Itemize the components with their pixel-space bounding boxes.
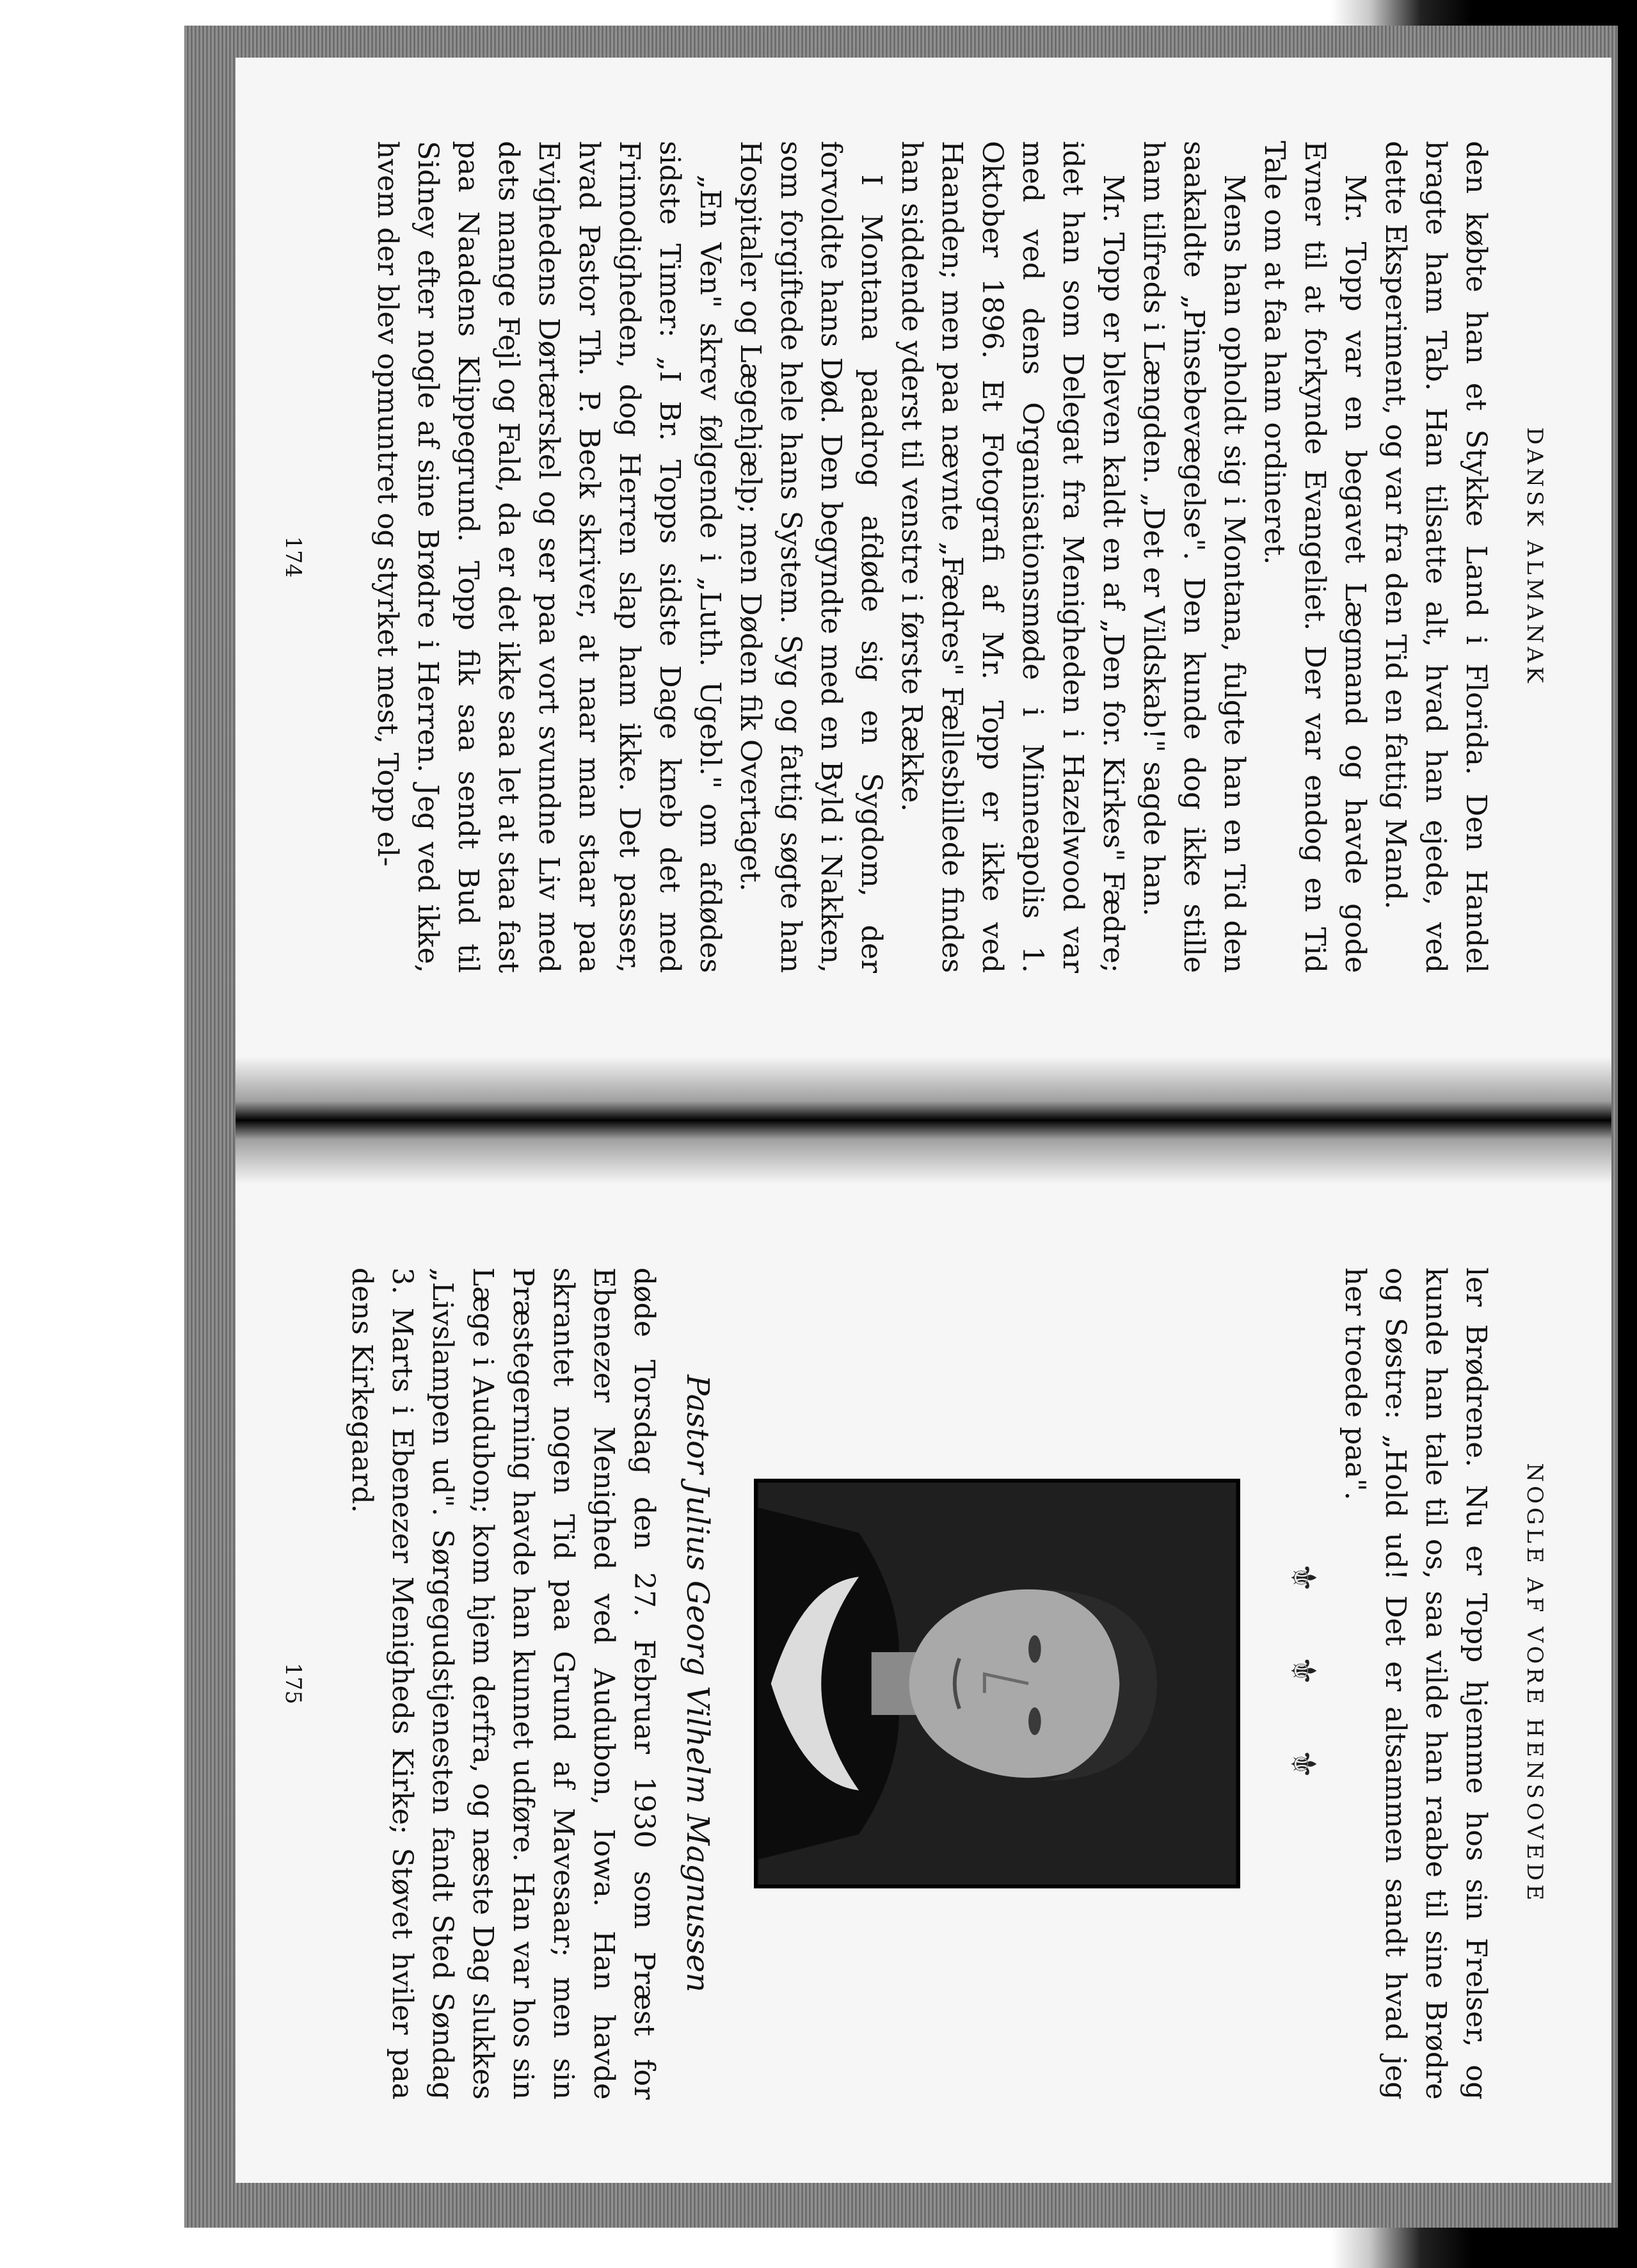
portrait-photo-icon: [754, 1479, 1240, 1888]
left-page-number: 174: [280, 536, 306, 578]
paragraph: I Montana paadrog afdøde sig en Sygdom, der forvoldte hans Død. Den begyndte med en Byld i Nakken, som forgiftede hele hans System. Syg og fattig søgte han Hospitaler og Lægehjælp; men Døden fik Overtaget.: [734, 141, 888, 973]
paragraph: Mr. Topp er bleven kaldt en af „Den for. Kirkes" Fædre; idet han som Delegat fra Menigheden i Hazelwood var med ved dens Organisationsmøde i Minneapolis 1. Oktober 1896. Et Fotografi af Mr. Topp er ikke ved Haanden; men paa nævnte „Fædres" Fællesbillede findes han siddende yderst til venstre i første Række.: [895, 141, 1130, 973]
left-page: [236, 58, 1611, 1056]
paragraph: den købte han et Stykke Land i Florida. Den Handel bragte ham Tab. Han tilsatte alt, hvad han ejede, ved dette Eksperiment, og var fra den Tid en fattig Mand.: [1379, 141, 1492, 973]
right-page: [236, 1184, 1611, 2183]
right-page-number: 175: [280, 1662, 306, 1705]
portrait-caption: Pastor Julius Georg Vilhelm Magnussen: [680, 1374, 715, 1993]
paragraph: Mr. Topp var en begavet Lægmand og havde gode Evner til at forkynde Evangeliet. Der var endog en Tid Tale om at faa ham ordineret.: [1258, 141, 1371, 973]
obituary-text: [342, 1267, 664, 2100]
right-page-header: NOGLE AF VORE HENSOVEDE: [1522, 1463, 1547, 1904]
paragraph: ler Brødrene. Nu er Topp hjemme hos sin Frelser, og kunde han tale til os, saa vilde han raabe til sine Brødre og Søstre: „Hold ud! Det er altsammen sandt hvad jeg her troede paa".: [1339, 1267, 1492, 2100]
book-spread: [236, 58, 1611, 2183]
paragraph: døde Torsdag den 27. Februar 1930 som Præst for Ebenezer Menighed ved Audubon, Iowa. Han havde skrantet nogen Tid paa Grund af Mavesaar; men sin Præstegerning havde han kunnet udføre. Han var hos sin Læge i Audubon; kom hjem derfra, og næste Dag slukkes „Livslampen ud". Sørgegudstjenesten fandt Sted Søndag 3. Marts i Ebenezer Menigheds Kirke; Støvet hviler paa dens Kirkegaard.: [346, 1267, 660, 2100]
right-page-body: [1335, 1267, 1496, 2100]
left-page-body: [367, 141, 1496, 973]
paragraph: „En Ven" skrev følgende i „Luth. Ugebl." om afdødes sidste Timer: „I Br. Topps sidste Dage kneb det med Frimodigheden, dog Herren slap ham ikke. Det passer, hvad Pastor Th. P. Beck skriver, at naar man staar paa Evighedens Dørtærskel og ser paa vort svundne Liv med dets mange Fejl og Fald, da er det ikke saa let at staa fast paa Naadens Klippegrund. Topp fik saa sendt Bud til Sidney efter nogle af sine Brødre i Herren. Jeg ved ikke, hvem der blev opmuntret og styrket mest, Topp el-: [371, 141, 726, 973]
book-gutter: [236, 1056, 1611, 1184]
paragraph: Mens han opholdt sig i Montana, fulgte han en Tid den saakaldte „Pinsebevægelse". Den kunde dog ikke stille ham tilfreds i Længden. „Det er Vildskab!" sagde han.: [1137, 141, 1250, 973]
fleur-de-lis-ornament-icon: ⚜ ⚜ ⚜: [1283, 1562, 1323, 1805]
left-page-header: DANSK ALMANAK: [1522, 427, 1547, 687]
